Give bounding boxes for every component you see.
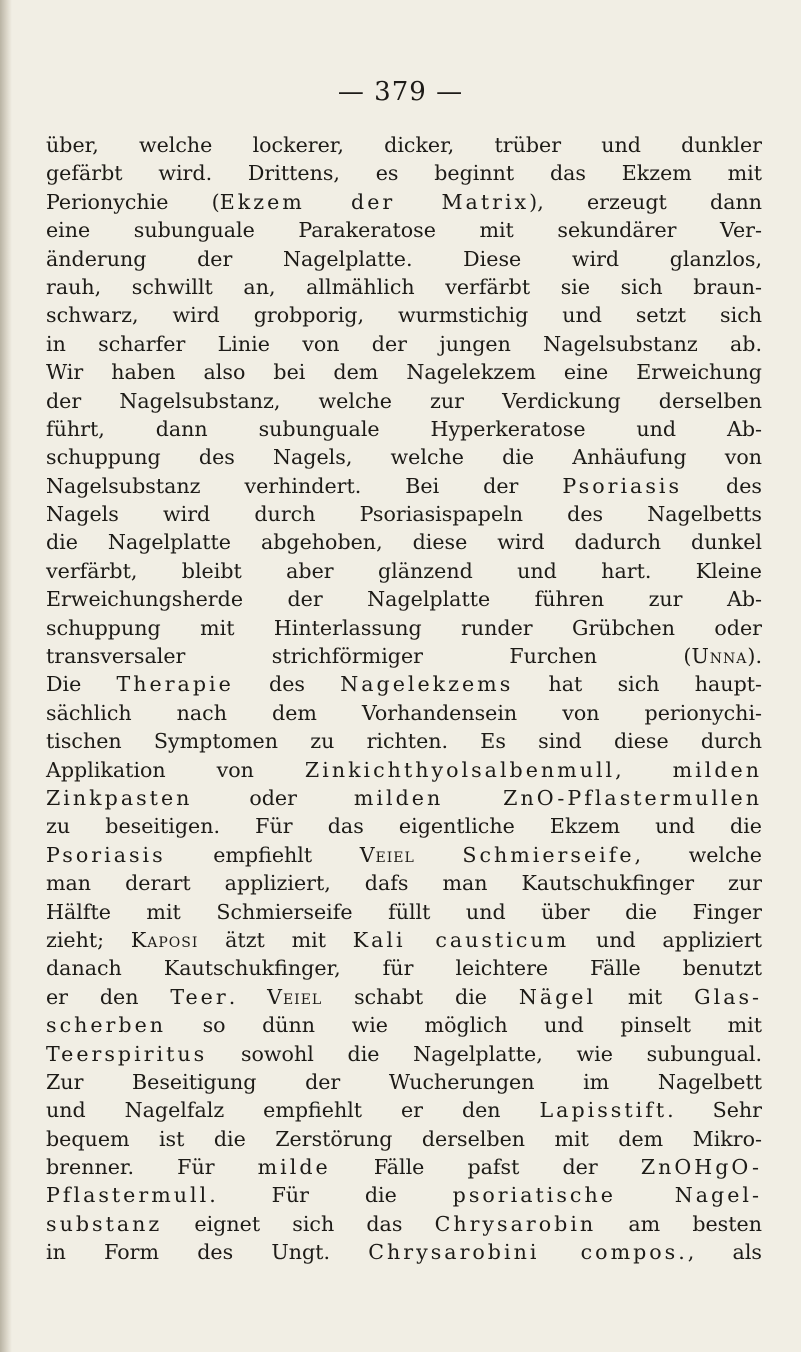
text-line <box>46 1153 762 1181</box>
spaced-emphasis: Nagelekzems <box>340 672 514 697</box>
text-line <box>46 727 762 755</box>
text-line <box>46 415 762 443</box>
text-segment: schuppung des Nagels, welche die Anhäufung von <box>46 445 762 470</box>
text-segment: Fälle pafst der <box>330 1155 641 1180</box>
text-segment: Applikation von <box>46 757 305 782</box>
text-segment: . Für die <box>209 1183 453 1208</box>
text-segment: Zur Beseitigung der Wucherungen im Nagelbett <box>46 1069 762 1094</box>
spaced-emphasis: psoriatische Nagel- <box>452 1183 762 1208</box>
text-segment: Erweichungsherde der Nagelplatte führen zur Ab- <box>46 587 762 612</box>
text-line <box>46 926 762 954</box>
text-segment: brenner. Für <box>46 1155 258 1180</box>
text-segment: über, welche lockerer, dicker, trüber und dunkler <box>46 133 762 157</box>
text-line <box>46 642 762 670</box>
text-segment: ), erzeugt dann <box>529 189 763 214</box>
text-segment: so dünn wie möglich und pinselt mit <box>166 1013 762 1038</box>
spaced-emphasis: Zinkpasten <box>46 785 193 810</box>
text-line <box>46 245 762 273</box>
text-segment: Nagelsubstanz verhindert. Bei der <box>46 473 563 498</box>
text-segment: verfärbt, bleibt aber glänzend und hart. Kleine <box>46 558 762 583</box>
text-line <box>46 954 762 982</box>
text-line <box>46 358 762 386</box>
text-segment: danach Kautschukfinger, für leichtere Fälle benutzt <box>46 956 762 981</box>
spaced-emphasis: Glas- <box>694 984 762 1009</box>
text-segment: hat sich haupt- <box>513 672 762 697</box>
text-segment: und appliziert <box>569 927 762 952</box>
text-segment: rauh, schwillt an, allmählich verfärbt sie sich braun- <box>46 274 762 299</box>
text-segment: bequem ist die Zerstörung derselben mit dem Mikro- <box>46 1126 762 1151</box>
text-segment: tischen Symptomen zu richten. Es sind diese durch <box>46 729 762 754</box>
text-segment <box>415 843 463 867</box>
spaced-emphasis: substanz <box>46 1211 163 1236</box>
text-line <box>46 983 762 1011</box>
text-segment: mit <box>596 984 695 1009</box>
text-segment: schuppung mit Hinterlassung runder Grübchen oder <box>46 615 762 640</box>
text-line <box>46 159 762 187</box>
author-name: Kaposi <box>130 927 199 952</box>
text-line <box>46 670 762 698</box>
page-number: — 379 — <box>337 77 464 107</box>
text-line <box>46 472 762 500</box>
author-name: Veiel <box>267 984 323 1009</box>
text-line <box>46 330 762 358</box>
text-line <box>46 387 762 415</box>
text-line <box>46 699 762 727</box>
text-line <box>46 131 762 159</box>
text-line <box>46 756 762 784</box>
text-segment: , welche <box>634 842 762 867</box>
spaced-emphasis: Teerspiritus <box>46 1041 208 1066</box>
body-text <box>46 131 762 1267</box>
text-segment: schabt die <box>322 984 519 1009</box>
text-segment: , <box>615 757 673 782</box>
text-line <box>46 1125 762 1153</box>
text-line <box>46 1096 762 1124</box>
spaced-emphasis: Pflastermull <box>46 1183 210 1208</box>
text-segment: , als <box>687 1240 762 1265</box>
text-segment: transversaler strichförmiger Furchen ( <box>46 644 692 669</box>
text-segment: zieht; <box>46 927 131 952</box>
text-line <box>46 1040 762 1068</box>
text-segment: Die <box>46 672 117 697</box>
text-segment: sächlich nach dem Vorhandensein von perionychi- <box>46 700 762 725</box>
spaced-emphasis: Teer <box>170 984 229 1009</box>
spaced-emphasis: milden ZnO-Pflastermullen <box>353 785 762 810</box>
text-line <box>46 443 762 471</box>
text-line <box>46 1011 762 1039</box>
text-line <box>46 528 762 556</box>
text-segment: er den <box>46 984 171 1009</box>
text-segment: . Sehr <box>667 1098 762 1123</box>
text-line <box>46 1238 762 1266</box>
text-segment: zu beseitigen. Für das eigentliche Ekzem und die <box>46 814 762 839</box>
text-segment: Perionychie ( <box>46 189 220 214</box>
spaced-emphasis: Schmierseife <box>462 842 635 867</box>
text-line <box>46 1181 762 1209</box>
text-line <box>46 614 762 642</box>
text-line <box>46 273 762 301</box>
spaced-emphasis: Psoriasis <box>46 842 166 867</box>
text-segment: . <box>228 984 268 1009</box>
text-segment: Nagels wird durch Psoriasispapeln des Nagelbetts <box>46 502 762 527</box>
spaced-emphasis: milde <box>257 1155 331 1180</box>
page-binding-edge <box>0 0 12 1352</box>
text-segment: führt, dann subunguale Hyperkeratose und Ab- <box>46 416 762 441</box>
text-segment: die Nagelplatte abgehoben, diese wird dadurch dunkel <box>46 530 762 555</box>
spaced-emphasis: Chrysarobin <box>434 1211 597 1236</box>
text-segment: ätzt mit <box>198 927 353 952</box>
text-line <box>46 188 762 216</box>
text-segment: oder <box>192 785 354 810</box>
author-name: Unna <box>691 644 748 669</box>
text-segment: Wir haben also bei dem Nagelekzem eine Erweichung <box>46 360 762 385</box>
text-line <box>46 1068 762 1096</box>
text-line <box>46 301 762 329</box>
text-segment: gefärbt wird. Drittens, es beginnt das Ekzem mit <box>46 161 762 186</box>
text-segment: schwarz, wird grobporig, wurmstichig und setzt sich <box>46 303 762 328</box>
spaced-emphasis: Psoriasis <box>562 473 683 498</box>
spaced-emphasis: Zinkichthyolsalbenmull <box>304 757 616 782</box>
text-segment: und Nagelfalz empfiehlt er den <box>46 1098 540 1123</box>
text-line <box>46 812 762 840</box>
spaced-emphasis: Lapisstift <box>539 1098 668 1123</box>
spaced-emphasis: Therapie <box>116 672 234 697</box>
text-line <box>46 841 762 869</box>
text-line <box>46 869 762 897</box>
spaced-emphasis: Kali causticum <box>352 927 570 952</box>
text-segment: der Nagelsubstanz, welche zur Verdickung derselben <box>46 388 762 413</box>
spaced-emphasis: Ekzem der Matrix <box>219 189 530 214</box>
text-segment: änderung der Nagelplatte. Diese wird glanzlos, <box>46 246 762 271</box>
text-line <box>46 585 762 613</box>
text-segment: Hälfte mit Schmierseife füllt und über die Finger <box>46 899 762 924</box>
text-segment: in Form des Ungt. <box>46 1240 369 1265</box>
spaced-emphasis: milden <box>672 757 762 782</box>
spaced-emphasis: ZnOHgO- <box>640 1155 763 1180</box>
text-line <box>46 898 762 926</box>
text-segment: am besten <box>596 1211 762 1236</box>
spaced-emphasis: scherben <box>46 1013 167 1038</box>
text-segment: in scharfer Linie von der jungen Nagelsubstanz ab. <box>46 331 762 356</box>
text-line <box>46 557 762 585</box>
text-line <box>46 216 762 244</box>
text-segment: empfiehlt <box>165 842 360 867</box>
author-name: Veiel <box>359 842 415 867</box>
text-segment: ). <box>747 644 762 669</box>
text-line <box>46 1210 762 1238</box>
text-segment: des <box>233 672 341 697</box>
text-segment: sowohl die Nagelplatte, wie subungual. <box>207 1041 762 1066</box>
text-line <box>46 500 762 528</box>
text-segment: eignet sich das <box>162 1211 435 1236</box>
spaced-emphasis: Chrysarobini compos. <box>368 1240 688 1265</box>
text-line <box>46 784 762 812</box>
text-segment: des <box>682 473 762 498</box>
text-segment: eine subunguale Parakeratose mit sekundärer Ver- <box>46 218 762 243</box>
spaced-emphasis: Nägel <box>518 984 597 1009</box>
text-segment: man derart appliziert, dafs man Kautschukfinger zur <box>46 871 762 896</box>
